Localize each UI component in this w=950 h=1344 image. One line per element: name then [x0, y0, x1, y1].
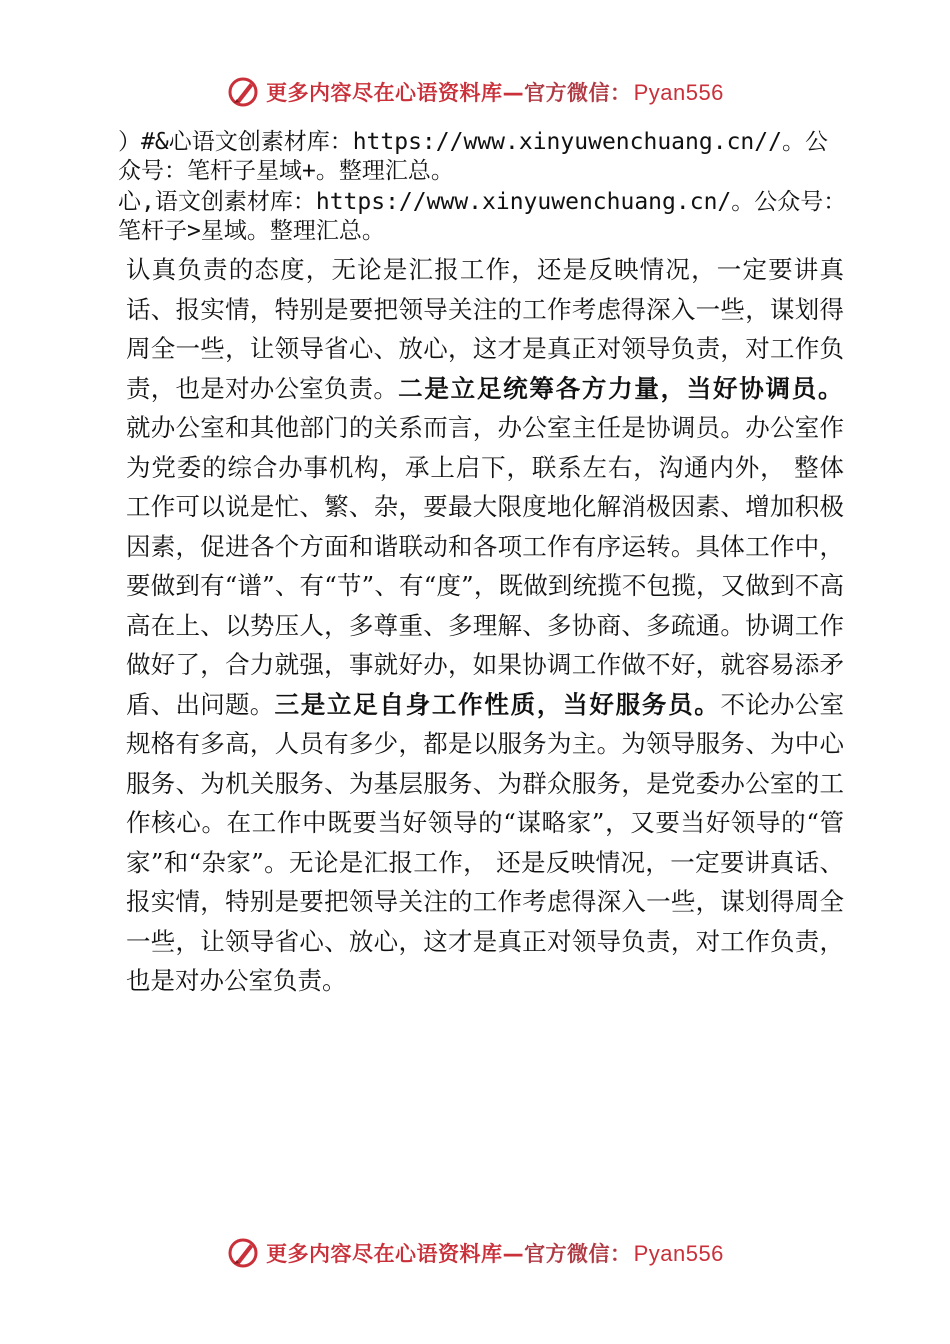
source-line-1: ）#&心语文创素材库：https://www.xinyuwenchuang.cn//。公众号：笔杆子星域+。整理汇总。 [118, 129, 828, 184]
banner-text [266, 77, 724, 107]
section-heading-coordinator: 二是立足统筹各方力量，当好协调员。 [398, 373, 845, 403]
banner-separator: — [502, 81, 525, 105]
header-banner [0, 70, 950, 114]
banner-lead: 更多内容尽在心语资料库 [266, 1242, 503, 1266]
footer-banner [0, 1231, 950, 1275]
pen-nib-seal-icon [226, 75, 260, 109]
pen-nib-seal-icon [226, 1236, 260, 1270]
banner-lead: 更多内容尽在心语资料库 [266, 81, 503, 105]
body-paragraph [126, 250, 844, 1001]
banner-wechat-label: 官方微信： [524, 1242, 632, 1266]
body-text-part-1: 认真负责的态度，无论是汇报工作，还是反映情况，一定要讲真话、报实情，特别是要把领导关注的工作考虑得深入一些，谋划得周全一些，让领导省心、放心，这才是真正对领导负责，对工作负责，也是对办公室负责。 [126, 255, 844, 403]
banner-text [266, 1238, 724, 1268]
section-heading-service: 三是立足自身工作性质，当好服务员。 [274, 689, 721, 719]
body-text-part-2: 就办公室和其他部门的关系而言，办公室主任是协调员。办公室作为党委的综合办事机构，承上启下，联系左右，沟通内外， 整体工作可以说是忙、繁、杂，要最大限度地化解消极因素、增加积极因素，促进各个方面和谐联动和各项工作有序运转。具体工作中，要做到有“谱”、有“节”、有“度”，既做到统揽不包揽，又做到不高高在上、以势压人，多尊重、多理解、多协商、多疏通。协调工作做好了，合力就强，事就好办，如果协调工作做不好，就容易添矛盾、出问题。 [126, 413, 844, 719]
banner-wechat-handle: Pyan556 [633, 80, 724, 105]
body-text-part-3: 不论办公室规格有多高，人员有多少，都是以服务为主。为领导服务、为中心服务、为机关服务、为基层服务、为群众服务，是党委办公室的工作核心。在工作中既要当好领导的“谋略家”，又要当好领导的“管家”和“杂家”。无论是汇报工作， 还是反映情况，一定要讲真话、报实情，特别是要把领导关注的工作考虑得深入一些，谋划得周全一些，让领导省心、放心，这才是真正对领导负责，对工作负责，也是对办公室负责。 [126, 689, 845, 995]
banner-wechat-label: 官方微信： [524, 81, 632, 105]
banner-separator: — [502, 1242, 525, 1266]
source-line-2: 心,语文创素材库：https://www.xinyuwenchuang.cn/。公众号：笔杆子>星域。整理汇总。 [118, 189, 847, 244]
banner-wechat-handle: Pyan556 [633, 1241, 724, 1266]
